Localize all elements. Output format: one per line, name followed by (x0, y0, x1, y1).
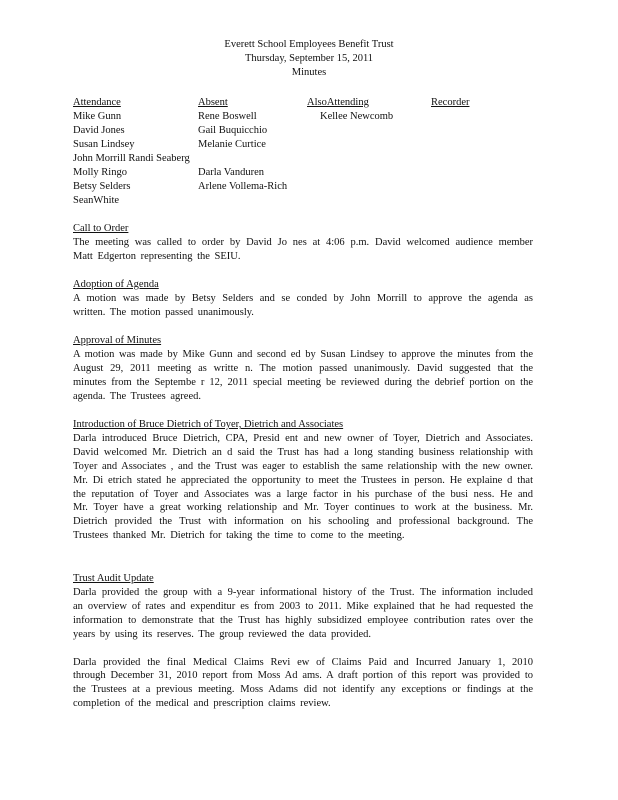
section-adoption-of-agenda (73, 278, 533, 320)
section-introduction-bruce-dietrich (73, 418, 533, 543)
also-attending-header: AlsoAttending (307, 97, 369, 108)
absent-name: Melanie Curtice (198, 139, 266, 150)
section-paragraph: A motion was made by Mike Gunn and second ed by Susan Lindsey to approve the minutes from the August 29, 2011 meeting as writte n. The motion passed unanimously. David suggested that the minutes from the Septembe r 12, 2011 special meeting be reviewed during the debrief portion on the agenda. The Trustees agreed. (73, 348, 534, 402)
absent-header: Absent (198, 97, 228, 108)
section-paragraph: A motion was made by Betsy Selders and se conded by John Morrill to approve the agenda as written. The motion passed unanimously. (73, 292, 533, 318)
also-attending-name: Kellee Newcomb (320, 111, 394, 122)
section-paragraph: Darla introduced Bruce Dietrich, CPA, Presid ent and new owner of Toyer, Dietrich and Associates. David welcomed Mr. Dietrich an d said the Trust has had a long standing business relationship with Toyer and Associates , and the Trust was eager to establish the same relationship with the new owner. Mr. Di etrich stated he appreciated the opportunity to meet the Trustees in person. He explaine d that the reputation of Toyer and Associates was a large factor in his purchase of the busi ness. He and Mr. Toyer have a great working relationship and Mr. Toyer continues to work at the business. Mr. Dietrich provided the Trust with information on his schooling and professional background. The Trustees thanked Mr. Dietrich for taking the time to come to the meeting. (73, 432, 533, 542)
attendee-name: Mike Gunn (73, 111, 122, 122)
attendee-name: Molly Ringo (73, 167, 127, 178)
attendance-header: Attendance (73, 97, 121, 108)
recorder-header: Recorder (431, 97, 470, 108)
document-title: Everett School Employees Benefit Trust (224, 39, 394, 50)
section-paragraph: Darla provided the final Medical Claims Revi ew of Claims Paid and Incurred January 1, 2010 through December 31, 2010 report from Moss Ad ams. A draft portion of this report was provided to the Trustees at a previous meeting. Moss Adams did not identify any exceptions or findings at the completion of the medical and prescription claims review. (73, 656, 533, 710)
meeting-date: Thursday, September 15, 2011 (244, 53, 374, 64)
section-heading: Introduction of Bruce Dietrich of Toyer, Dietrich and Associates (73, 419, 344, 430)
document-subtitle: Minutes (291, 67, 327, 78)
attendee-name: David Jones (73, 125, 125, 136)
section-heading: Trust Audit Update (73, 573, 154, 584)
section-trust-audit-update (73, 572, 533, 711)
attendee-name: Betsy Selders (73, 181, 131, 192)
attendee-name: John Morrill Randi Seaberg (73, 153, 190, 164)
section-call-to-order (73, 222, 533, 264)
section-paragraph: Darla provided the group with a 9-year informational history of the Trust. The information included an overview of rates and expenditur es from 2003 to 2011. Mike explained that he had requested the information to demonstrate that the Trust has highly subsidized employee contribution rates over the years by using its reserves. The group reviewed the data provided. (73, 586, 533, 640)
absent-name: Darla Vanduren (198, 167, 264, 178)
section-heading: Adoption of Agenda (73, 279, 159, 290)
absent-name: Arlene Vollema-Rich (198, 181, 288, 192)
attendee-name: SeanWhite (73, 195, 120, 206)
section-paragraph: The meeting was called to order by David Jo nes at 4:06 p.m. David welcomed audience member Matt Edgerton representing the SEIU. (73, 236, 533, 262)
section-approval-of-minutes (73, 334, 533, 404)
attendee-name: Susan Lindsey (73, 139, 135, 150)
section-heading: Call to Order (73, 223, 129, 234)
absent-name: Gail Buquicchio (198, 125, 268, 136)
section-heading: Approval of Minutes (73, 335, 162, 346)
absent-name: Rene Boswell (198, 111, 257, 122)
